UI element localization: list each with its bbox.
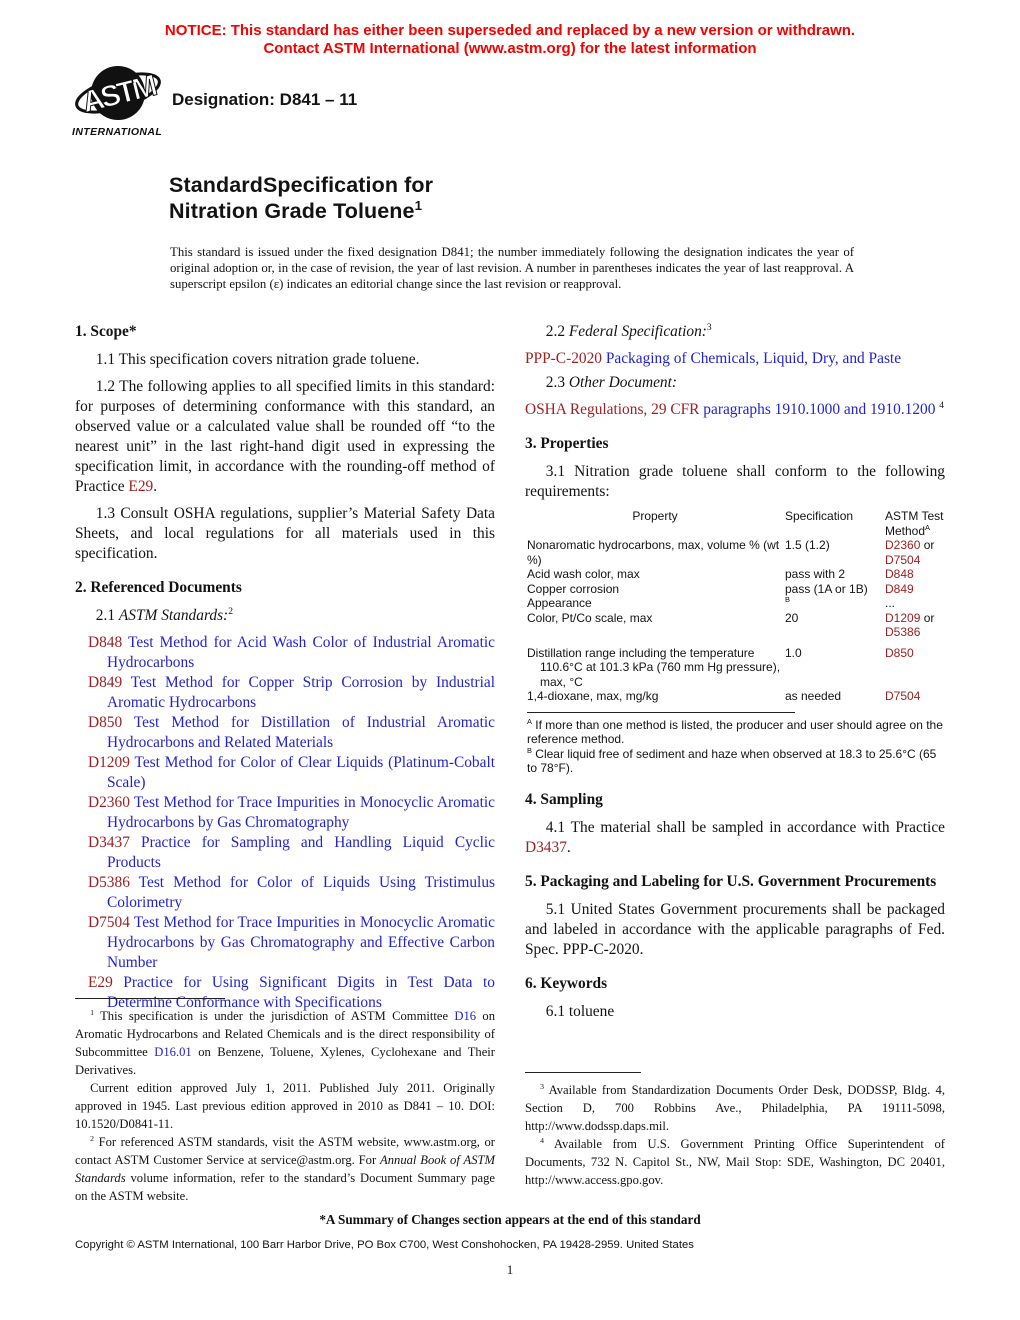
text-segment: Federal Specification: [568,323,707,340]
text-segment: 1.2 The following applies to all specified limits in this standard: for purposes of determining conformance with this standard, an observed value or a calculated value shall be rounded off “to the nearest unit” in the last right-hand digit used in expressing the specification limit, in accordance with the rounding-off method of Practice [75,378,495,495]
text-segment: pass (1A or 1B) [785,581,868,596]
reference-link[interactable]: E29 [128,478,154,495]
cell-property [527,567,783,582]
summary-of-changes-note: *A Summary of Changes section appears at the end of this standard [319,1212,701,1227]
reference-link[interactable]: D5386 [885,625,921,639]
reference-link[interactable]: Packaging of Chemicals, Liquid, Dry, and Paste [601,350,902,367]
cell-property [527,611,783,640]
cell-property [527,689,783,704]
text-segment: If more than one method is listed, the producer and user should agree on the reference method. [527,717,943,746]
cell-method [883,646,945,690]
text-segment: 1 [90,1007,95,1017]
text-segment: pass with 2 [785,567,846,581]
reference-item-d7504 [88,913,495,973]
table-header-row [527,509,945,538]
section-4-heading: 4. Sampling [525,790,603,808]
designation: Designation: D841 – 11 [172,90,358,109]
footnote-3 [525,1081,945,1135]
table-footnote-divider [527,712,795,713]
cell-spec [783,596,883,611]
notice-line-2: Contact ASTM International (www.astm.org) for the latest information [263,40,757,57]
reference-link[interactable]: D2360 [885,538,921,552]
reference-link[interactable]: D850 [88,714,123,731]
header-method [883,509,945,538]
text-segment: Available from U.S. Government Printing Office Superintendent of Documents, 732 N. Capitol St., NW, Mail Stop: SDE, Washington, DC 20401, http://www.access.gpo.gov. [525,1137,945,1187]
federal-spec-line [525,349,945,369]
copyright-line: Copyright © ASTM International, 100 Barr Harbor Drive, PO Box C700, West Conshohocken, PA 19428-2959. United States [75,1239,694,1251]
reference-item-d2360 [88,793,495,833]
svg-text:ASTM: ASTM [78,69,158,120]
reference-link[interactable]: D16.01 [154,1045,192,1059]
reference-link[interactable]: Test Method for Color of Clear Liquids (Platinum-Cobalt Scale) [107,754,495,791]
text-segment: Other Document: [568,374,678,391]
reference-item-d1209 [88,753,495,793]
reference-link[interactable]: D848 [88,634,123,651]
cell-method [883,611,945,640]
reference-item-d848 [88,633,495,673]
astm-logo [72,62,172,138]
title-line-1: StandardSpecification for [169,173,434,197]
cell-property [527,538,783,567]
para-2-1 [75,606,495,626]
text-segment: ASTM Test Method [885,509,944,538]
text-segment: as needed [785,689,842,703]
table-footnote-b [527,747,945,776]
astm-logo-subtitle: INTERNATIONAL [72,126,163,138]
footnote-4 [525,1135,945,1189]
text-segment: B [785,595,790,604]
properties-table [527,509,945,776]
text-segment: For referenced ASTM standards, visit the ASTM website, www.astm.org, or contact ASTM Customer Service at service@astm.org. For [75,1135,495,1167]
reference-link[interactable]: paragraphs 1910.1000 and 1910.1200 [699,401,940,418]
right-column [525,322,945,1029]
left-column [75,322,495,1013]
footnote-rule-right [525,1072,641,1073]
text-segment: 2.3 [545,374,569,391]
text-segment: A [527,716,532,726]
text-segment: on Aromatic Hydrocarbons and Related Chemicals and is the direct responsibility of Subcommittee [75,1009,495,1059]
cell-spec [783,611,883,640]
text-segment: 1.0 [785,645,802,660]
reference-item-d3437 [88,833,495,873]
text-segment: 1 [414,197,423,213]
para-4-1 [525,818,945,858]
text-segment: Annual Book of ASTM Standards [75,1153,495,1185]
footnote-2 [75,1133,495,1205]
cell-method [883,567,945,582]
text-segment: Copper corrosion [527,581,620,596]
header-specification: Specification [785,509,854,523]
text-segment: volume information, refer to the standard’s Document Summary page on the ASTM website. [75,1171,495,1203]
reference-link[interactable]: D3437 [88,834,130,851]
para-1-3: 1.3 Consult OSHA regulations, supplier’s Material Safety Data Sheets, and local regulations for all materials used in this specification. [75,505,495,562]
reference-link[interactable]: D3437 [525,838,567,856]
table-row-dioxane [527,689,945,704]
cell-spec [783,567,883,582]
text-segment: This specification is under the jurisdiction of ASTM Committee [94,1009,455,1023]
text-segment: 4 [939,399,945,411]
reference-link[interactable]: D849 [885,581,914,596]
reference-link[interactable]: Test Method for Trace Impurities in Monocyclic Aromatic Hydrocarbons by Gas Chromatography and Effective Carbon Number [107,914,495,971]
cell-spec [783,538,883,567]
text-segment: Nonaromatic hydrocarbons, max, volume % (wt %) [527,538,780,567]
reference-item-d850 [88,713,495,753]
text-segment: . [566,838,571,856]
text-segment: 2 [228,605,233,617]
cell-spec [783,646,883,690]
reference-link[interactable]: D2360 [88,794,130,811]
section-5-heading: 5. Packaging and Labeling for U.S. Government Procurements [525,872,937,890]
text-segment: Acid wash color, max [527,567,640,581]
section-1-heading: 1. Scope* [75,323,137,340]
text-segment: . [153,478,158,495]
cell-spec [783,582,883,597]
reference-link[interactable]: Test Method for Color of Liquids Using Tristimulus Colorimetry [107,874,495,911]
text-segment: 2 [90,1133,95,1143]
section-3-heading: 3. Properties [525,435,609,452]
references-list [75,633,495,1013]
cell-spec [783,689,883,704]
right-footnotes [525,1072,945,1189]
footnote-1 [75,1007,495,1079]
reference-link[interactable]: D7504 [885,552,921,567]
table-row-color [527,611,945,640]
reference-link[interactable]: OSHA Regulations, 29 CFR [525,401,700,418]
reference-link[interactable]: D848 [885,567,914,581]
table-row-nonaromatic [527,538,945,567]
reference-link[interactable]: Test Method for Acid Wash Color of Industrial Aromatic Hydrocarbons [107,634,495,671]
reference-link[interactable]: D5386 [88,874,130,891]
text-segment: 20 [785,610,799,625]
reference-link[interactable]: Test Method for Trace Impurities in Monocyclic Aromatic Hydrocarbons by Gas Chromatography [107,794,495,831]
text-segment: B [527,745,532,755]
para-3-1: 3.1 Nitration grade toluene shall conform to the following requirements: [525,463,945,500]
cell-method [883,596,945,611]
text-segment: Clear liquid free of sediment and haze when observed at 18.3 to 25.6°C (65 to 78°F). [527,746,937,775]
text-segment: on Benzene, Toluene, Xylenes, Cyclohexane and Their Derivatives. [75,1045,496,1077]
reference-item-d849 [88,673,495,713]
reference-link[interactable]: D849 [88,674,123,691]
footnote-1-edition: Current edition approved July 1, 2011. Published July 2011. Originally approved in 1945. Last previous edition approved in 2010 as D841 – 10. DOI: 10.1520/D0841-11. [75,1081,495,1131]
table-row-acid-wash [527,567,945,582]
para-6-1: 6.1 toluene [545,1002,615,1020]
left-footnotes [75,998,495,1205]
reference-link[interactable]: D1209 [88,754,130,771]
intro-paragraph: This standard is issued under the fixed designation D841; the number immediately following the designation indicates the year of original adoption or, in the case of revision, the year of last revision. A number in parentheses indicates the year of last reapproval. A superscript epsilon (ε) indicates an editorial change since the last revision or reapproval. [170,245,854,291]
table-footnote-a [527,718,945,747]
text-segment: Nitration Grade Toluene [169,199,415,223]
text-segment: 4 [540,1135,545,1145]
other-document-line [525,400,945,420]
reference-link[interactable]: D7504 [885,689,921,703]
para-1-2 [75,377,495,497]
cell-property [527,646,783,690]
reference-link[interactable]: Test Method for Copper Strip Corrosion by Industrial Aromatic Hydrocarbons [107,674,495,711]
para-2-2 [525,322,945,342]
cell-method [883,582,945,597]
text-segment: or [920,538,935,552]
table-row-copper-corrosion [527,582,945,597]
table-row-distillation [527,646,945,690]
text-segment: Available from Standardization Documents Order Desk, DODSSP, Bldg. 4, Section D, 700 Robbins Ave., Philadelphia, PA 19111-5098, http://www.dodssp.daps.mil. [525,1083,945,1133]
document-title [169,172,433,224]
text-segment: 3 [706,321,712,333]
table-row-appearance [527,596,945,611]
reference-link[interactable]: D1209 [885,610,921,625]
header-property: Property [632,509,678,523]
cell-method [883,538,945,567]
text-segment: or [920,610,935,625]
title-line-2 [169,198,433,224]
text-segment: 1,4-dioxane, max, mg/kg [527,689,659,703]
superseded-notice [0,22,1020,58]
section-6-heading: 6. Keywords [525,974,608,992]
reference-link[interactable]: PPP-C-2020 [525,350,602,367]
section-2-heading: 2. Referenced Documents [75,579,242,596]
text-segment: Appearance [527,596,592,610]
reference-link[interactable]: D7504 [88,914,130,931]
footnote-rule-left [75,998,225,999]
text-segment: 3 [540,1081,545,1091]
text-segment: 1.5 (1.2) [785,538,830,552]
cell-property [527,596,783,611]
para-1-1: 1.1 This specification covers nitration grade toluene. [95,351,420,368]
reference-link[interactable]: D850 [885,645,914,660]
reference-link[interactable]: Test Method for Distillation of Industrial Aromatic Hydrocarbons and Related Materials [107,714,495,751]
cell-property [527,582,783,597]
text-segment: 2.1 [95,607,119,624]
reference-link[interactable]: E29 [88,974,113,991]
reference-link[interactable]: Practice for Sampling and Handling Liquid Cyclic Products [107,834,495,871]
text-segment: 2.2 [545,323,569,340]
para-2-3 [525,373,945,393]
cell-method [883,689,945,704]
text-segment: ... [885,596,896,610]
notice-line-1: NOTICE: This standard has either been superseded and replaced by a new version or withdrawn. [164,22,856,39]
reference-item-d5386 [88,873,495,913]
text-segment: Distillation range including the temperature 110.6°C at 101.3 kPa (760 mm Hg pressure), max, °C [527,645,781,689]
reference-link[interactable]: Practice for Using Significant Digits in Test Data to Determine Conformance with Specifications [107,974,495,1011]
reference-link[interactable]: D16 [454,1009,477,1023]
text-segment: Color, Pt/Co scale, max [527,610,653,625]
text-segment: 4.1 The material shall be sampled in accordance with Practice [545,818,945,836]
text-segment: ASTM Standards: [118,607,229,624]
text-segment: A [925,522,930,532]
para-5-1: 5.1 United States Government procurements shall be packaged and labeled in accordance with the applicable paragraphs of Fed. Spec. PPP-C-2020. [525,900,945,958]
page-number: 1 [506,1262,514,1277]
